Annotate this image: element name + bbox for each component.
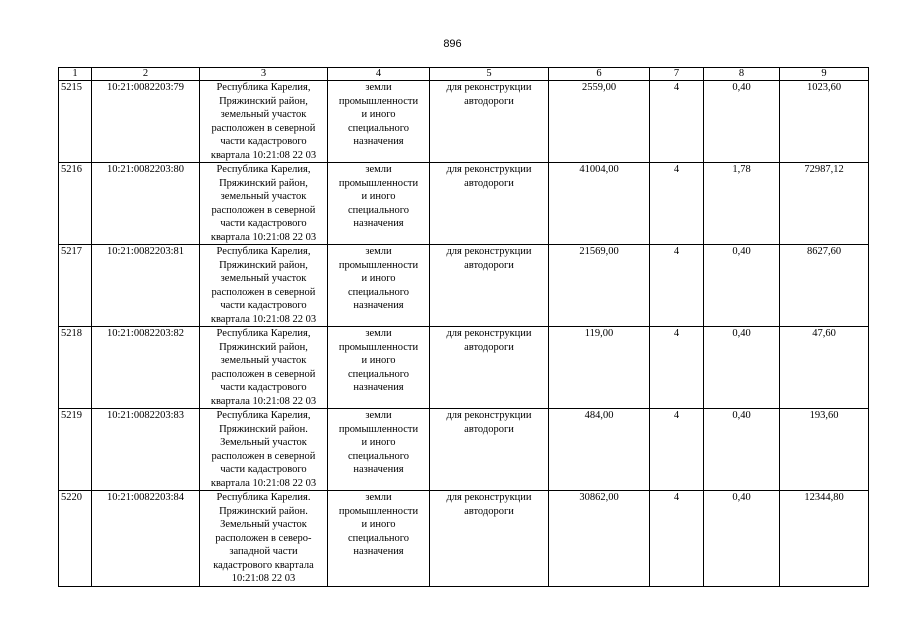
use-line: автодороги <box>464 259 514 271</box>
row-number-cell: 5217 <box>59 245 92 327</box>
column-9-cell: 72987,12 <box>780 163 869 245</box>
land-category-cell <box>328 409 430 491</box>
row-number-cell: 5219 <box>59 409 92 491</box>
addr-line: земельный участок <box>220 191 307 202</box>
addr-line: Республика Карелия, <box>216 328 311 339</box>
cat-line: и иного <box>361 273 396 284</box>
land-category-cell <box>328 81 430 163</box>
column-header: 1 <box>59 68 92 81</box>
addr-line: 10:21:08 22 03 <box>231 573 296 584</box>
addr-line: квартала 10:21:08 22 03 <box>210 231 317 243</box>
permitted-use-cell <box>430 409 549 491</box>
cat-line: и иного <box>361 519 396 530</box>
cat-line: назначения <box>353 136 404 147</box>
column-7-cell: 4 <box>650 163 704 245</box>
use-line: автодороги <box>464 341 514 353</box>
column-9-cell: 12344,80 <box>780 491 869 587</box>
addr-line: Земельный участок <box>220 519 307 530</box>
use-line: автодороги <box>464 95 514 107</box>
addr-line: Республика Карелия, <box>216 246 311 257</box>
table-row <box>59 327 869 409</box>
addr-line: Пряжинский район, <box>219 95 308 107</box>
addr-line: расположен в северной <box>211 368 316 380</box>
column-8-cell: 0,40 <box>704 245 780 327</box>
cat-line: промышленности <box>338 177 419 189</box>
land-category-cell <box>328 491 430 587</box>
column-7-cell: 4 <box>650 491 704 587</box>
land-category-cell <box>328 245 430 327</box>
address-cell <box>200 327 328 409</box>
cat-line: земли <box>365 410 392 421</box>
cadastral-number-cell: 10:21:0082203:84 <box>92 491 200 587</box>
column-8-cell: 1,78 <box>704 163 780 245</box>
column-9-cell: 8627,60 <box>780 245 869 327</box>
column-7-cell: 4 <box>650 409 704 491</box>
use-line: для реконструкции <box>446 246 532 257</box>
area-cell: 119,00 <box>549 327 650 409</box>
cat-line: назначения <box>353 382 404 393</box>
addr-line: Пряжинский район, <box>219 177 308 189</box>
column-9-cell: 193,60 <box>780 409 869 491</box>
column-7-cell: 4 <box>650 245 704 327</box>
address-cell <box>200 409 328 491</box>
column-8-cell: 0,40 <box>704 409 780 491</box>
column-7-cell: 4 <box>650 81 704 163</box>
cat-line: специального <box>347 450 410 462</box>
cat-line: и иного <box>361 355 396 366</box>
cadastral-number-cell: 10:21:0082203:82 <box>92 327 200 409</box>
cat-line: промышленности <box>338 341 419 353</box>
cadastral-number-cell: 10:21:0082203:80 <box>92 163 200 245</box>
area-cell: 30862,00 <box>549 491 650 587</box>
permitted-use-cell <box>430 163 549 245</box>
table-row <box>59 245 869 327</box>
address-cell <box>200 81 328 163</box>
cat-line: назначения <box>353 300 404 311</box>
addr-line: расположен в северной <box>211 450 316 462</box>
addr-line: земельный участок <box>220 109 307 120</box>
land-category-cell <box>328 163 430 245</box>
use-line: автодороги <box>464 505 514 517</box>
column-8-cell: 0,40 <box>704 491 780 587</box>
address-cell <box>200 163 328 245</box>
cat-line: промышленности <box>338 95 419 107</box>
cat-line: и иного <box>361 191 396 202</box>
addr-line: квартала 10:21:08 22 03 <box>210 313 317 325</box>
cat-line: земли <box>365 328 392 339</box>
area-cell: 484,00 <box>549 409 650 491</box>
addr-line: Земельный участок <box>220 437 307 448</box>
permitted-use-cell <box>430 327 549 409</box>
cadastral-number-cell: 10:21:0082203:79 <box>92 81 200 163</box>
use-line: для реконструкции <box>446 328 532 339</box>
table-row <box>59 81 869 163</box>
addr-line: западной части <box>229 546 298 557</box>
column-header: 8 <box>704 68 780 81</box>
cat-line: специального <box>347 204 410 216</box>
permitted-use-cell <box>430 81 549 163</box>
header-row <box>59 68 869 81</box>
addr-line: Республика Карелия. <box>216 492 311 503</box>
row-number-cell: 5220 <box>59 491 92 587</box>
cat-line: назначения <box>353 218 404 229</box>
use-line: для реконструкции <box>446 410 532 421</box>
addr-line: части кадастрового <box>220 300 307 311</box>
cat-line: специального <box>347 532 410 544</box>
table-row <box>59 491 869 587</box>
addr-line: расположен в северной <box>211 286 316 298</box>
addr-line: квартала 10:21:08 22 03 <box>210 477 317 489</box>
cat-line: и иного <box>361 109 396 120</box>
addr-line: Пряжинский район, <box>219 341 308 353</box>
addr-line: части кадастрового <box>220 464 307 475</box>
area-cell: 2559,00 <box>549 81 650 163</box>
cat-line: земли <box>365 164 392 175</box>
column-header: 5 <box>430 68 549 81</box>
addr-line: квартала 10:21:08 22 03 <box>210 149 317 161</box>
column-header: 3 <box>200 68 328 81</box>
cat-line: назначения <box>353 546 404 557</box>
use-line: для реконструкции <box>446 492 532 503</box>
column-header: 6 <box>549 68 650 81</box>
addr-line: Республика Карелия, <box>216 410 311 421</box>
column-header: 4 <box>328 68 430 81</box>
permitted-use-cell <box>430 491 549 587</box>
addr-line: расположен в северной <box>211 204 316 216</box>
cat-line: земли <box>365 492 392 503</box>
addr-line: Республика Карелия, <box>216 82 311 93</box>
addr-line: Пряжинский район. <box>219 505 308 517</box>
column-7-cell: 4 <box>650 327 704 409</box>
column-8-cell: 0,40 <box>704 327 780 409</box>
cadastral-number-cell: 10:21:0082203:83 <box>92 409 200 491</box>
addr-line: расположен в северо- <box>215 532 312 544</box>
column-9-cell: 1023,60 <box>780 81 869 163</box>
column-9-cell: 47,60 <box>780 327 869 409</box>
address-cell <box>200 491 328 587</box>
use-line: для реконструкции <box>446 164 532 175</box>
addr-line: кадастрового квартала <box>213 559 314 571</box>
addr-line: Пряжинский район, <box>219 259 308 271</box>
cat-line: назначения <box>353 464 404 475</box>
addr-line: земельный участок <box>220 355 307 366</box>
area-cell: 41004,00 <box>549 163 650 245</box>
table-row <box>59 409 869 491</box>
cat-line: промышленности <box>338 423 419 435</box>
table-row <box>59 163 869 245</box>
cat-line: промышленности <box>338 505 419 517</box>
row-number-cell: 5216 <box>59 163 92 245</box>
land-registry-table <box>58 67 869 587</box>
column-header: 9 <box>780 68 869 81</box>
use-line: автодороги <box>464 423 514 435</box>
row-number-cell: 5215 <box>59 81 92 163</box>
addr-line: расположен в северной <box>211 122 316 134</box>
cat-line: промышленности <box>338 259 419 271</box>
cadastral-number-cell: 10:21:0082203:81 <box>92 245 200 327</box>
use-line: автодороги <box>464 177 514 189</box>
addr-line: части кадастрового <box>220 136 307 147</box>
addr-line: земельный участок <box>220 273 307 284</box>
cat-line: земли <box>365 246 392 257</box>
column-header: 7 <box>650 68 704 81</box>
column-header: 2 <box>92 68 200 81</box>
addr-line: Пряжинский район. <box>219 423 308 435</box>
cat-line: специального <box>347 286 410 298</box>
cat-line: земли <box>365 82 392 93</box>
area-cell: 21569,00 <box>549 245 650 327</box>
addr-line: квартала 10:21:08 22 03 <box>210 395 317 407</box>
use-line: для реконструкции <box>446 82 532 93</box>
cat-line: специального <box>347 368 410 380</box>
page-number: 896 <box>443 38 462 50</box>
column-8-cell: 0,40 <box>704 81 780 163</box>
permitted-use-cell <box>430 245 549 327</box>
addr-line: части кадастрового <box>220 382 307 393</box>
addr-line: части кадастрового <box>220 218 307 229</box>
land-category-cell <box>328 327 430 409</box>
cat-line: и иного <box>361 437 396 448</box>
addr-line: Республика Карелия, <box>216 164 311 175</box>
table-body <box>59 81 869 587</box>
address-cell <box>200 245 328 327</box>
row-number-cell: 5218 <box>59 327 92 409</box>
cat-line: специального <box>347 122 410 134</box>
